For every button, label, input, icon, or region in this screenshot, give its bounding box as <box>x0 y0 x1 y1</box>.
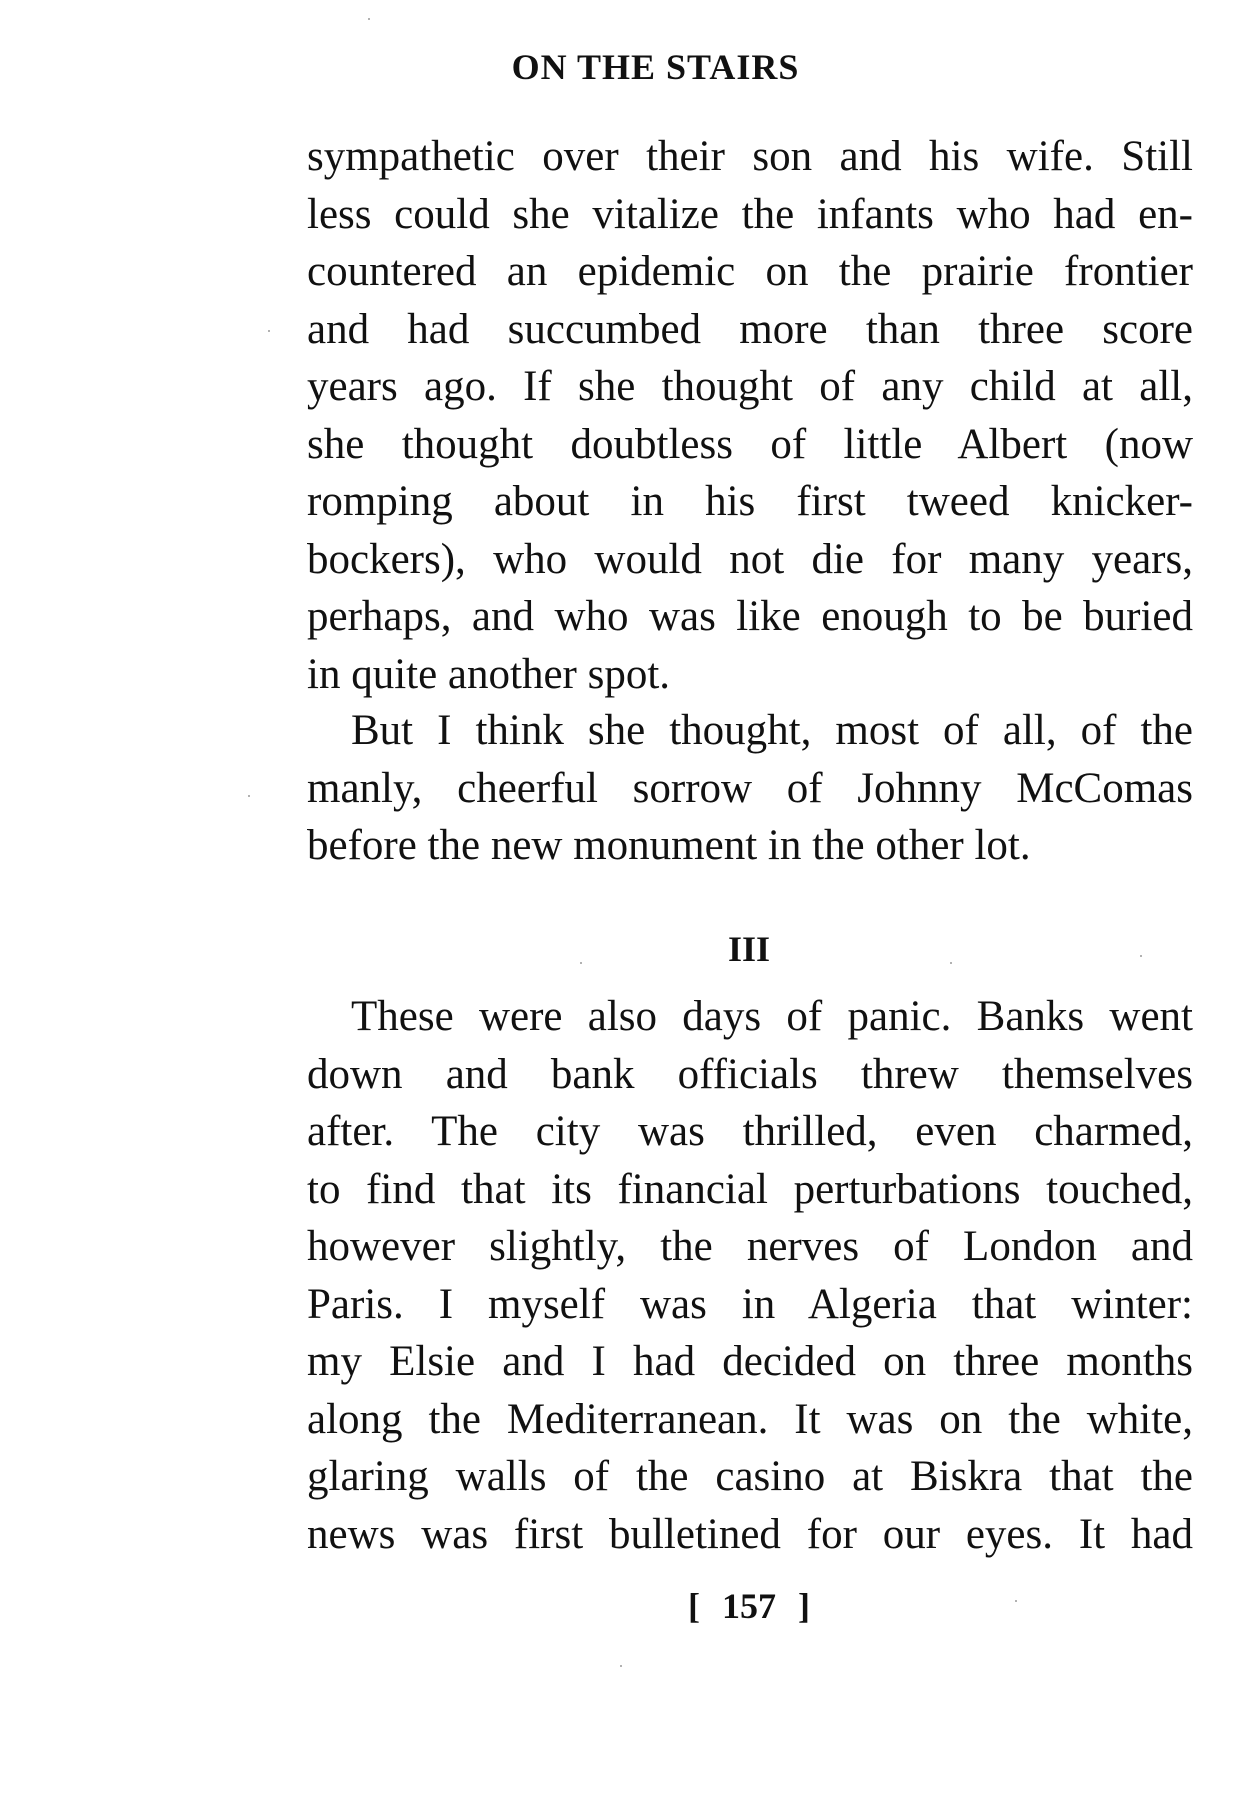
text-line: my Elsie and I had decided on three months <box>307 1338 1193 1385</box>
text-line: news was first bulletined for our eyes. It had <box>307 1510 1193 1558</box>
text-line: romping about in his first tweed knicker- <box>307 478 1193 525</box>
paper-speck <box>1015 1600 1017 1602</box>
text-line: however slightly, the nerves of London and <box>307 1223 1193 1270</box>
text-line: less could she vitalize the infants who had en- <box>307 190 1193 238</box>
paragraph-2 <box>307 702 1193 875</box>
text-line: years ago. If she thought of any child at all, <box>307 363 1193 410</box>
text-line: to find that its financial perturbations touched, <box>307 1165 1193 1213</box>
page-number: 157 <box>722 1586 776 1626</box>
text-line: in quite another spot. <box>307 650 671 698</box>
section-number: III <box>727 929 771 969</box>
text-line: she thought doubtless of little Albert (now <box>307 420 1193 468</box>
text-line: perhaps, and who was like enough to be buried <box>307 593 1193 640</box>
text-line: along the Mediterranean. It was on the white, <box>307 1395 1193 1443</box>
paragraph-1 <box>307 128 1193 703</box>
paper-speck <box>268 330 270 332</box>
paper-speck <box>248 795 250 797</box>
paper-speck <box>620 1665 622 1667</box>
text-line: countered an epidemic on the prairie frontier <box>307 248 1193 295</box>
text-line: bockers), who would not die for many years, <box>307 535 1193 583</box>
running-head: ON THE STAIRS <box>511 47 800 87</box>
folio-open-bracket: [ <box>688 1586 700 1626</box>
folio-close-bracket: ] <box>798 1586 810 1626</box>
text-line: glaring walls of the casino at Biskra that the <box>307 1453 1193 1500</box>
paper-speck <box>368 18 370 20</box>
paper-speck <box>1140 955 1142 957</box>
text-line: These were also days of panic. Banks went <box>351 993 1193 1040</box>
text-line: Paris. I myself was in Algeria that winter: <box>307 1280 1193 1328</box>
text-line: But I think she thought, most of all, of the <box>351 707 1193 754</box>
paragraph-3 <box>307 988 1193 1563</box>
text-line: down and bank officials threw themselves <box>307 1050 1193 1098</box>
text-line: after. The city was thrilled, even charmed, <box>307 1108 1193 1155</box>
text-line: sympathetic over their son and his wife. Still <box>307 133 1193 180</box>
paper-speck <box>580 962 582 964</box>
page-folio <box>0 1585 1243 1627</box>
text-line: manly, cheerful sorrow of Johnny McComas <box>307 764 1193 812</box>
text-line: before the new monument in the other lot. <box>307 822 1031 869</box>
text-line: and had succumbed more than three score <box>307 305 1193 353</box>
paper-speck <box>950 962 952 964</box>
